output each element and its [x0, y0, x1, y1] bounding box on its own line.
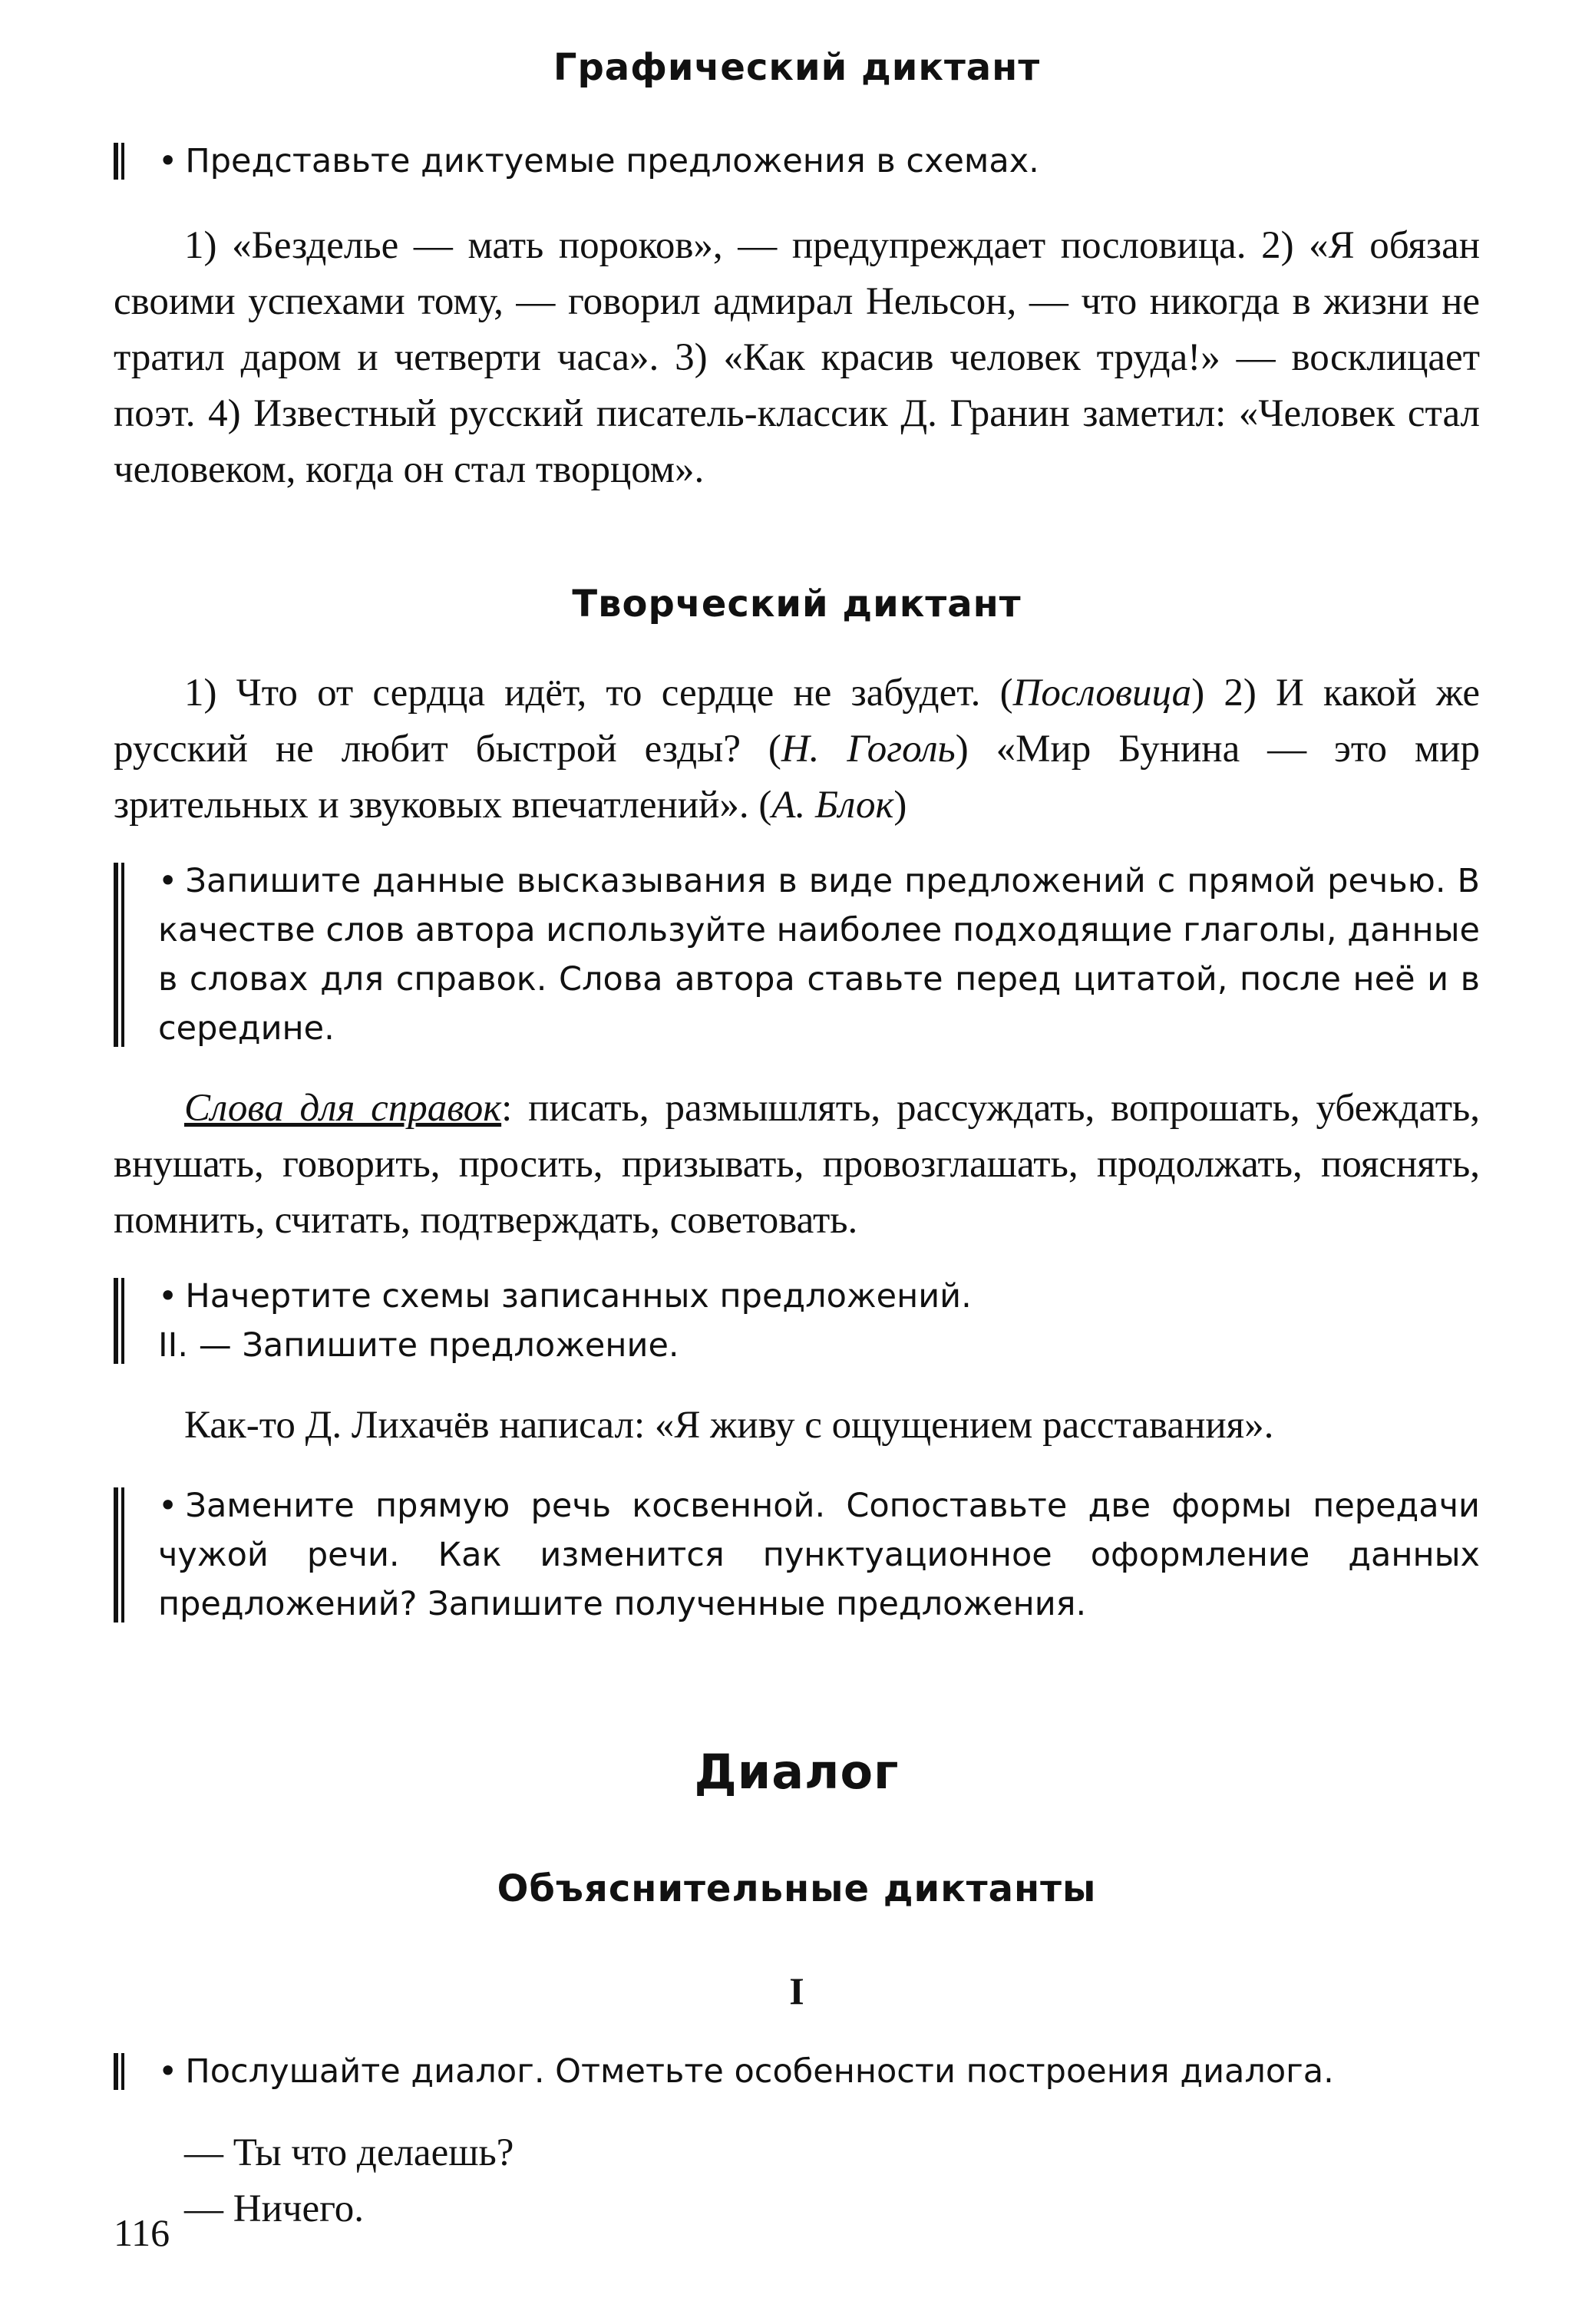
task-graphic — [114, 137, 1480, 186]
page-number: 116 — [114, 2211, 170, 2254]
task-text: Запишите данные высказывания в виде предложений с прямой речью. В качестве слов автора используйте наиболее подходящие глаголы, данные в словах для справок. Слова автора ставьте перед цитатой, после неё и в середине. — [158, 862, 1480, 1048]
roman-numeral: I — [789, 1969, 804, 2012]
task-bar-marker — [114, 1487, 124, 1623]
task-creative-2 — [114, 1272, 1480, 1370]
text-part: ) «Мир Бунина — это мир зрительных и звуковых впечатлений». ( — [114, 728, 1481, 827]
section-title-dialog: Диалог — [694, 1744, 900, 1800]
task-bar-marker — [114, 1278, 124, 1364]
graphic-text: 1) «Безделье — мать пороков», — предупреждает пословица. 2) «Я обязан своими успехами тому, — говорил адмирал Нельсон, — что никогда в жизни не тратил даром и четверти часа». 3) «Как красив человек труда!» — восклицает поэт. 4) Известный русский писатель-классик Д. Гранин заметил: «Человек стал человеком, когда он стал творцом». — [114, 224, 1480, 491]
reference-list: : писать, размышлять, рассуждать, вопрошать, убеждать, внушать, говорить, просить, призывать, провозглашать, продолжать, пояснять, помнить, считать, подтверждать, советовать. — [114, 1087, 1480, 1242]
section-title-graphic: Графический диктант — [553, 46, 1041, 89]
dialog-line: — Ты что делаешь? — [184, 2131, 514, 2174]
bullet: • — [158, 2052, 178, 2091]
source-attribution: А. Блок — [771, 784, 894, 827]
task-line — [158, 1272, 1480, 1321]
task-text: Представьте диктуемые предложения в схемах. — [185, 142, 1039, 180]
page — [114, 46, 1480, 2237]
text-part: ) 2) И какой же русский не любит быстрой езды? ( — [114, 672, 1481, 771]
task-bar-marker — [114, 143, 124, 180]
subsection-title: Объяснительные диктанты — [497, 1867, 1097, 1910]
section-title-creative: Творческий диктант — [572, 583, 1022, 626]
task-bar-marker — [114, 2053, 124, 2090]
dialog-line: — Ничего. — [184, 2187, 365, 2230]
task-line: II. — Запишите предложение. — [158, 1326, 679, 1365]
reference-label: Слова для справок — [184, 1087, 502, 1130]
source-attribution: Пословица — [1012, 672, 1192, 715]
task-creative-1 — [114, 857, 1480, 1053]
likhachev-quote: Как-то Д. Лихачёв написал: «Я живу с ощущением расставания». — [184, 1404, 1274, 1447]
bullet: • — [158, 1277, 178, 1316]
bullet: • — [158, 142, 178, 180]
task-dialog — [114, 2047, 1480, 2096]
source-attribution: Н. Гоголь — [781, 728, 956, 771]
bullet: • — [158, 862, 178, 900]
reference-words — [114, 1081, 1480, 1249]
task-bar-marker — [114, 863, 124, 1047]
task-text: Послушайте диалог. Отметьте особенности построения диалога. — [185, 2052, 1334, 2091]
bullet: • — [158, 1487, 178, 1525]
task-text: Начертите схемы записанных предложений. — [185, 1277, 972, 1316]
text-part: ) — [893, 784, 907, 827]
task-text: Замените прямую речь косвенной. Сопоставьте две формы передачи чужой речи. Как изменится пунктуационное оформление данных предложений? Запишите полученные предложения. — [158, 1487, 1480, 1623]
creative-text — [114, 665, 1480, 834]
task-creative-3 — [114, 1481, 1480, 1629]
text-part: 1) Что от сердца идёт, то сердце не забудет. ( — [184, 672, 1013, 715]
